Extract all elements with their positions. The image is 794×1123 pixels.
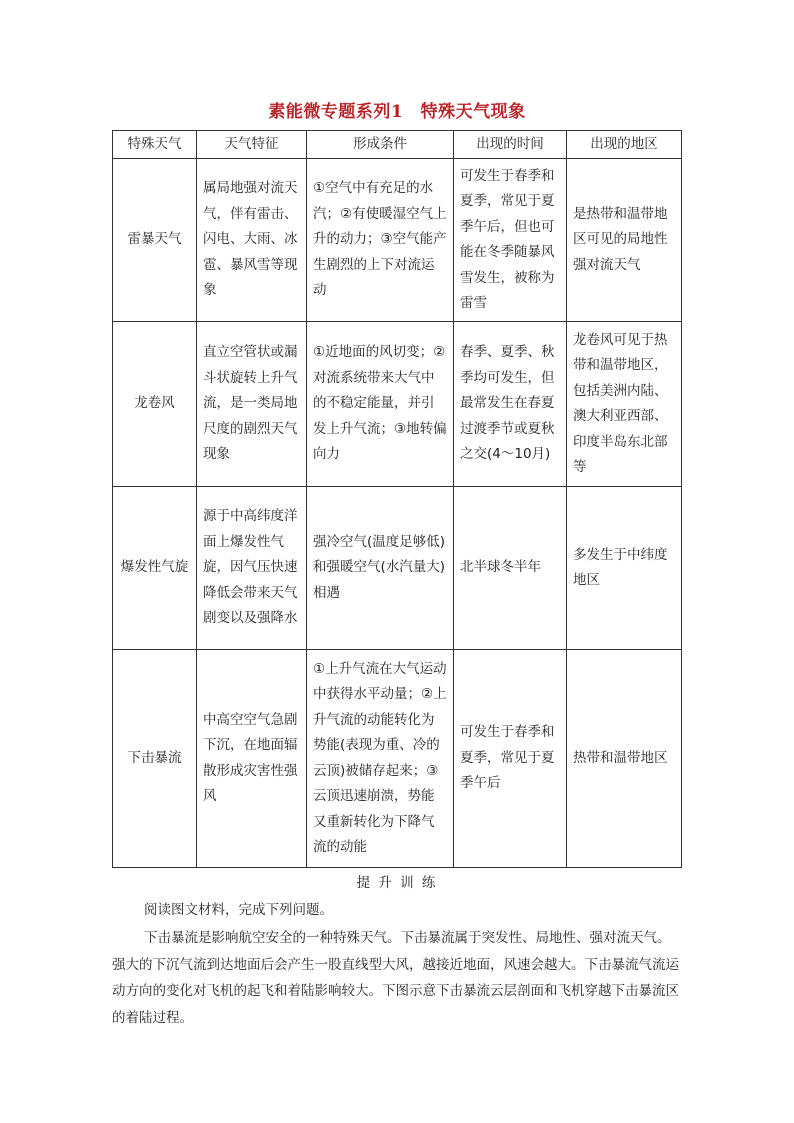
cell-condition: ①上升气流在大气运动中获得水平动量；②上升气流的动能转化为势能(表现为重、冷的云顶)被储存起来；③云顶迅速崩溃，势能又重新转化为下降气流的动能 — [307, 650, 454, 868]
cell-feature: 源于中高纬度洋面上爆发性气旋，因气压快速降低会带来天气剧变以及强降水 — [197, 487, 307, 650]
cell-time: 春季、夏季、秋季均可发生，但最常发生在春夏过渡季节或夏秋之交(4～10月) — [454, 322, 567, 487]
practice-heading: 提 升 训 练 — [356, 875, 438, 891]
cell-time: 北半球冬半年 — [454, 487, 567, 650]
cell-feature: 属局地强对流天气，伴有雷击、闪电、大雨、冰雹、暴风雪等现象 — [197, 159, 307, 322]
table-row — [113, 487, 682, 650]
table-row — [113, 322, 682, 487]
cell-time: 可发生于春季和夏季，常见于夏季午后，但也可能在冬季随暴风雪发生，被称为雷雪 — [454, 159, 567, 322]
cell-weather-type: 龙卷风 — [113, 322, 197, 487]
header-weather-type: 特殊天气 — [113, 131, 197, 159]
cell-weather-type: 下击暴流 — [113, 650, 197, 868]
cell-region: 多发生于中纬度地区 — [567, 487, 682, 650]
practice-intro: 阅读图文材料，完成下列问题。 — [144, 902, 333, 918]
header-time: 出现的时间 — [454, 131, 567, 159]
cell-condition: ①近地面的风切变；②对流系统带来大气中的不稳定能量，并引发上升气流；③地转偏向力 — [307, 322, 454, 487]
cell-weather-type: 爆发性气旋 — [113, 487, 197, 650]
header-condition: 形成条件 — [307, 131, 454, 159]
table-header-row — [113, 131, 682, 159]
cell-region: 龙卷风可见于热带和温带地区，包括美洲内陆、澳大利亚西部、印度半岛东北部等 — [567, 322, 682, 487]
cell-region: 是热带和温带地区可见的局地性强对流天气 — [567, 159, 682, 322]
table-row — [113, 159, 682, 322]
header-feature: 天气特征 — [197, 131, 307, 159]
cell-region: 热带和温带地区 — [567, 650, 682, 868]
cell-condition: ①空气中有充足的水汽；②有使暖湿空气上升的动力；③空气能产生剧烈的上下对流运动 — [307, 159, 454, 322]
header-region: 出现的地区 — [567, 131, 682, 159]
practice-paragraph: 下击暴流是影响航空安全的一种特殊天气。下击暴流属于突发性、局地性、强对流天气。强大的下沉气流到达地面后会产生一股直线型大风，越接近地面，风速会越大。下击暴流气流运动方向的变化对飞机的起飞和着陆影响较大。下图示意下击暴流云层剖面和飞机穿越下击暴流区的着陆过程。 — [112, 930, 679, 1026]
cell-feature: 直立空管状或漏斗状旋转上升气流，是一类局地尺度的剧烈天气现象 — [197, 322, 307, 487]
cell-time: 可发生于春季和夏季，常见于夏季午后 — [454, 650, 567, 868]
weather-table — [112, 130, 682, 868]
page-title: 素能微专题系列1 特殊天气现象 — [268, 102, 526, 122]
cell-condition: 强冷空气(温度足够低)和强暖空气(水汽量大)相遇 — [307, 487, 454, 650]
table-row — [113, 650, 682, 868]
cell-weather-type: 雷暴天气 — [113, 159, 197, 322]
cell-feature: 中高空空气急剧下沉，在地面辐散形成灾害性强风 — [197, 650, 307, 868]
